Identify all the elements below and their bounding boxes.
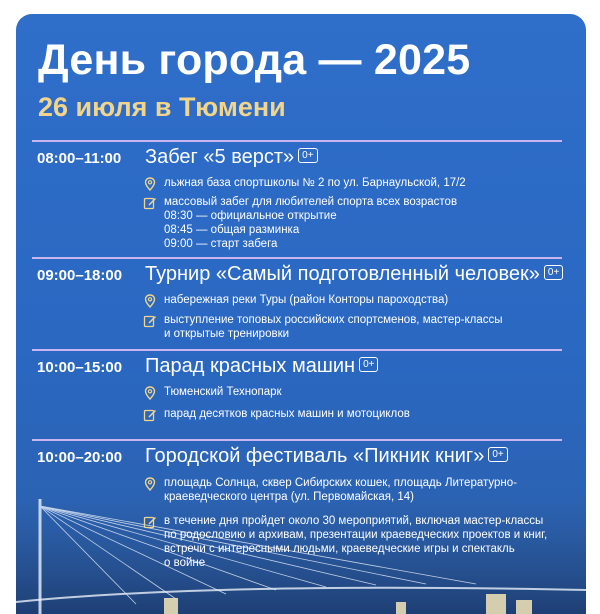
event-location <box>143 176 466 191</box>
event-time: 09:00–18:00 <box>37 267 123 284</box>
edit-note-icon <box>143 408 157 422</box>
event-title <box>145 263 563 286</box>
event-location <box>143 476 517 504</box>
event-title <box>145 445 508 468</box>
event-location-text: льжная база спортшколы № 2 по ул. Барнаульской, 17/2 <box>164 177 466 189</box>
location-pin-icon <box>143 477 157 491</box>
description-line: выступление топовых российских спортсменов, мастер-классы <box>164 314 503 326</box>
event-location-text: Тюменский Технопарк <box>164 386 282 398</box>
divider <box>32 140 562 142</box>
divider <box>32 439 562 441</box>
age-badge: 0+ <box>298 148 317 163</box>
location-pin-icon <box>143 386 157 400</box>
event-title <box>145 146 318 169</box>
age-badge: 0+ <box>544 265 563 280</box>
edit-note-icon <box>143 196 157 210</box>
edit-note-icon <box>143 314 157 328</box>
page-subtitle: 26 июля в Тюмени <box>38 92 286 122</box>
event-location-text: площадь Солнца, сквер Сибирских кошек, площадь Литературно- краеведческого центра (ул. Первомайская, 14) <box>164 477 517 503</box>
event-title-text: Турнир «Самый подготовленный человек» <box>145 263 540 285</box>
description-line: и открытые тренировки <box>164 328 290 340</box>
edit-note-icon <box>143 515 157 529</box>
divider <box>32 349 562 351</box>
description-line: по родословию и архивам, презентации краеведческих проектов и книг, <box>164 529 548 541</box>
description-line: парад десятков красных машин и мотоциклов <box>164 408 410 420</box>
age-badge: 0+ <box>359 357 378 372</box>
event-location-text: набережная реки Туры (район Конторы пароходства) <box>164 294 449 306</box>
description-line: массовый забег для любителей спорта всех возрастов <box>164 196 458 208</box>
description-line: 08:45 — общая разминка <box>164 224 300 236</box>
event-description <box>143 313 503 341</box>
event-title-text: Городской фестиваль «Пикник книг» <box>145 445 485 467</box>
description-line: 09:00 — старт забега <box>164 238 278 250</box>
event-time: 08:00–11:00 <box>37 150 122 167</box>
description-line: в течение дня пройдет около 30 мероприятий, включая мастер-классы <box>164 515 544 527</box>
description-line: о войне <box>164 557 206 569</box>
age-badge: 0+ <box>488 447 507 462</box>
event-poster-card <box>16 14 586 614</box>
location-pin-icon <box>143 294 157 308</box>
divider <box>32 257 562 259</box>
event-title-text: Парад красных машин <box>145 355 356 377</box>
event-title-text: Забег «5 верст» <box>145 146 295 168</box>
event-location <box>143 385 282 400</box>
event-description <box>143 195 457 251</box>
event-description <box>143 514 547 570</box>
event-location <box>143 293 448 308</box>
event-description <box>143 407 410 422</box>
description-line: 08:30 — официальное открытие <box>164 210 337 222</box>
event-time: 10:00–15:00 <box>37 359 123 376</box>
event-time: 10:00–20:00 <box>37 449 123 466</box>
location-pin-icon <box>143 177 157 191</box>
page-title: День города — 2025 <box>38 36 471 84</box>
description-line: встречи с интересными людьми, краеведческие игры и спектакль <box>164 543 515 555</box>
event-title <box>145 355 378 378</box>
